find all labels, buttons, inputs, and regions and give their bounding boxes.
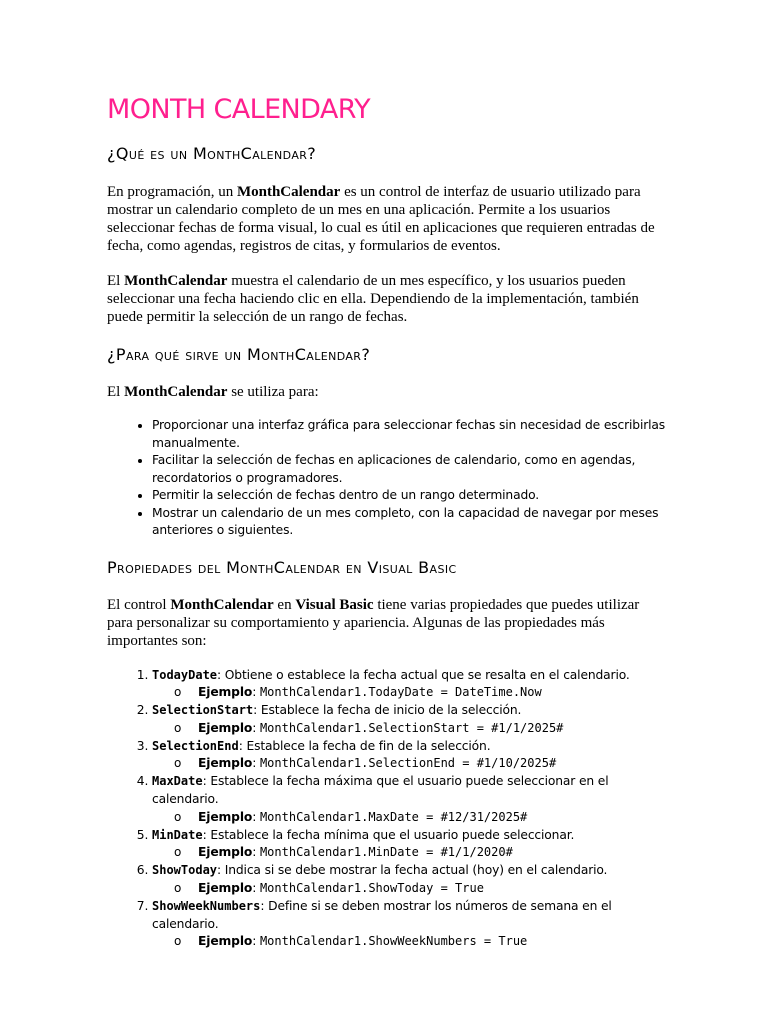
property-description: : Establece la fecha de fin de la selección. <box>238 738 491 753</box>
example-label: Ejemplo <box>198 756 253 771</box>
example-code: MonthCalendar1.SelectionEnd = #1/10/2025# <box>259 756 557 771</box>
property-example: o Ejemplo: MonthCalendar1.ShowToday = True <box>152 880 667 898</box>
paragraph-definition <box>107 183 667 255</box>
example-label: Ejemplo <box>198 845 253 860</box>
document-content <box>107 92 667 951</box>
property-item <box>152 862 667 898</box>
sub-bullet-marker: o <box>174 881 182 896</box>
property-example: o Ejemplo: MonthCalendar1.TodayDate = DateTime.Now <box>152 684 667 702</box>
text-run: se utiliza para: <box>227 384 319 400</box>
example-label: Ejemplo <box>198 934 253 949</box>
text-run: El control <box>107 596 171 613</box>
example-code: MonthCalendar1.MinDate = #1/1/2020# <box>259 845 513 860</box>
section-heading-purpose: ¿Para qué sirve un MonthCalendar? <box>107 345 371 364</box>
purpose-bullet-list <box>107 417 667 540</box>
example-label: Ejemplo <box>198 720 253 735</box>
sub-bullet-marker: o <box>174 756 182 771</box>
text-run: El <box>107 273 125 289</box>
example-label: Ejemplo <box>198 809 253 824</box>
property-item <box>152 667 667 703</box>
section-heading-properties: Propiedades del MonthCalendar en Visual Basic <box>107 557 457 577</box>
example-code: MonthCalendar1.MaxDate = #12/31/2025# <box>259 809 528 824</box>
example-code: MonthCalendar1.TodayDate = DateTime.Now <box>259 685 542 700</box>
property-example: o Ejemplo: MonthCalendar1.MaxDate = #12/31/2025# <box>152 809 667 827</box>
example-label: Ejemplo <box>198 685 253 700</box>
property-description: : Establece la fecha de inicio de la selección. <box>253 703 522 718</box>
property-example: o Ejemplo: MonthCalendar1.SelectionStart = #1/1/2025# <box>152 720 667 738</box>
text-run: tiene varias propiedades que puedes utilizar para personalizar su comportamiento y apariencia. Algunas de las propiedades más importantes son: <box>107 596 640 649</box>
text-run: en <box>273 596 296 613</box>
property-example: o Ejemplo: MonthCalendar1.SelectionEnd = #1/10/2025# <box>152 755 667 773</box>
property-item <box>152 898 667 951</box>
list-item: • Permitir la selección de fechas dentro de un rango determinado. <box>152 487 667 505</box>
sub-bullet-marker: o <box>174 845 182 860</box>
property-example: o Ejemplo: MonthCalendar1.ShowWeekNumbers = True <box>152 933 667 951</box>
text-run: es un control de interfaz de usuario utilizado para mostrar un calendario completo de un mes en una aplicación. Permite a los usuarios seleccionar fechas de forma visual, lo cual es útil en aplicaciones que requieren entradas de fecha, como agendas, registros de citas, y formularios de eventos. <box>107 184 655 254</box>
example-code: MonthCalendar1.SelectionStart = #1/1/2025# <box>259 720 564 735</box>
bold-term: MonthCalendar <box>236 184 341 200</box>
section-heading-what-is: ¿Qué es un MonthCalendar? <box>107 144 317 163</box>
bold-term: MonthCalendar <box>124 384 228 400</box>
property-name: MaxDate <box>152 774 203 789</box>
property-description: : Define si se deben mostrar los números de semana en el calendario. <box>152 898 612 931</box>
properties-list <box>107 667 667 952</box>
property-item <box>152 773 667 826</box>
text-run: muestra el calendario de un mes específico, y los usuarios pueden seleccionar una fecha haciendo clic en ella. Dependiendo de la implementación, también puede permitir la selección de un rango de fechas. <box>107 273 639 325</box>
property-description: : Indica si se debe mostrar la fecha actual (hoy) en el calendario. <box>217 863 608 878</box>
property-example: o Ejemplo: MonthCalendar1.MinDate = #1/1/2020# <box>152 844 667 862</box>
example-code: MonthCalendar1.ShowWeekNumbers = True <box>259 934 528 949</box>
property-item <box>152 738 667 774</box>
text-run: En programación, un <box>107 184 237 200</box>
page-title: MONTH CALENDARY <box>107 94 371 125</box>
sub-bullet-marker: o <box>174 720 182 735</box>
list-item: • Proporcionar una interfaz gráfica para seleccionar fechas sin necesidad de escribirlas manualmente. <box>152 417 667 452</box>
sub-bullet-marker: o <box>174 934 182 949</box>
bold-term: Visual Basic <box>295 596 374 613</box>
property-description: : Establece la fecha mínima que el usuario puede seleccionar. <box>202 827 575 842</box>
bold-term: MonthCalendar <box>170 596 274 613</box>
list-item: • Facilitar la selección de fechas en aplicaciones de calendario, como en agendas, recordatorios o programadores. <box>152 452 667 487</box>
bold-term: MonthCalendar <box>124 273 228 289</box>
sub-bullet-marker: o <box>174 809 182 824</box>
property-description: : Obtiene o establece la fecha actual que se resalta en el calendario. <box>217 667 630 682</box>
text-run: El <box>107 384 125 400</box>
property-description: : Establece la fecha máxima que el usuario puede seleccionar en el calendario. <box>152 774 609 807</box>
paragraph-purpose-intro <box>107 383 667 401</box>
example-code: MonthCalendar1.ShowToday = True <box>259 881 484 896</box>
property-name: TodayDate <box>152 667 218 682</box>
paragraph-properties-intro <box>107 596 667 650</box>
sub-bullet-marker: o <box>174 685 182 700</box>
property-item <box>152 827 667 863</box>
property-name: MinDate <box>152 827 203 842</box>
property-name: SelectionEnd <box>152 738 239 753</box>
paragraph-usage <box>107 272 667 326</box>
property-name: SelectionStart <box>152 703 254 718</box>
property-name: ShowToday <box>152 863 218 878</box>
list-item: • Mostrar un calendario de un mes completo, con la capacidad de navegar por meses anteriores o siguientes. <box>152 505 667 540</box>
property-item <box>152 702 667 738</box>
property-name: ShowWeekNumbers <box>152 898 261 913</box>
example-label: Ejemplo <box>198 881 253 896</box>
